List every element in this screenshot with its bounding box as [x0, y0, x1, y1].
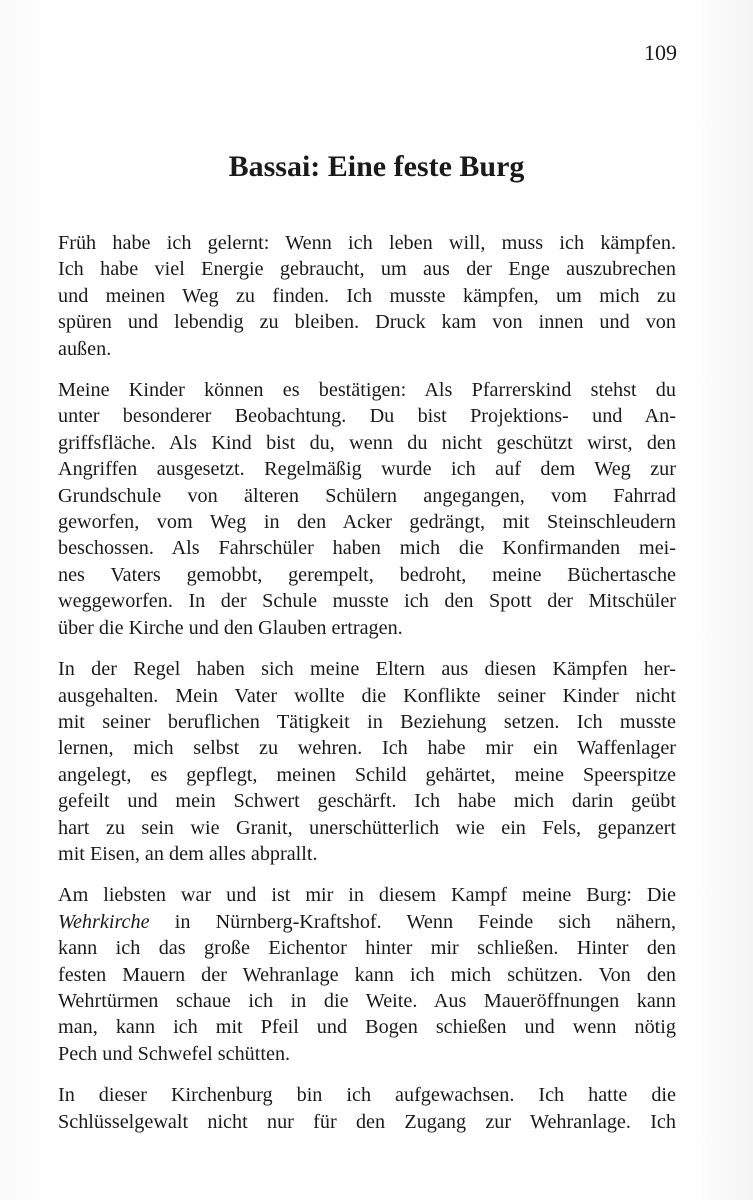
text-fragment: in Nürnberg-Kraftshof. Wenn Feinde sich nähern,: [149, 910, 676, 933]
text-line: griffsfläche. Als Kind bist du, wenn du nicht geschützt wirst, den: [58, 431, 676, 454]
text-line: über die Kirche und den Glauben ertragen.: [58, 616, 403, 639]
text-line: hart zu sein wie Granit, unerschütterlich wie ein Fels, gepanzert: [58, 816, 676, 839]
text-line: mit Eisen, an dem alles abprallt.: [58, 842, 318, 865]
text-line: Angriffen ausgesetzt. Regelmäßig wurde ich auf dem Weg zur: [58, 458, 676, 481]
text-line: kann ich das große Eichentor hinter mir schließen. Hinter den: [58, 937, 676, 960]
text-line: In der Regel haben sich meine Eltern aus diesen Kämpfen her-: [58, 658, 676, 681]
text-line: angelegt, es gepflegt, meinen Schild gehärtet, meine Speerspitze: [58, 763, 676, 786]
text-line: [58, 909, 676, 935]
text-line: Am liebsten war und ist mir in diesem Kampf meine Burg: Die: [58, 884, 676, 907]
text-line: Früh habe ich gelernt: Wenn ich leben will, muss ich kämpfen.: [58, 232, 676, 254]
text-line: und meinen Weg zu finden. Ich musste kämpfen, um mich zu: [58, 284, 676, 307]
text-line: geworfen, vom Weg in den Acker gedrängt, mit Steinschleudern: [58, 511, 676, 534]
body-text: [58, 230, 676, 1150]
text-line: weggeworfen. In der Schule musste ich den Spott der Mitschüler: [58, 590, 676, 613]
text-line: man, kann ich mit Pfeil und Bogen schießen und wenn nötig: [58, 1016, 676, 1039]
text-line: lernen, mich selbst zu wehren. Ich habe mir ein Waffenlager: [58, 737, 676, 760]
paragraph-4: [58, 882, 676, 1067]
text-line: außen.: [58, 337, 112, 360]
text-line: gefeilt und mein Schwert geschärft. Ich habe mich darin geübt: [58, 790, 676, 813]
text-line: Pech und Schwefel schütten.: [58, 1042, 291, 1065]
text-line: Wehrtürmen schaue ich in die Weite. Aus Maueröffnungen kann: [58, 989, 676, 1012]
text-line: nes Vaters gemobbt, gerempelt, bedroht, meine Büchertasche: [58, 563, 676, 586]
paragraph-5: [58, 1082, 676, 1135]
text-line: Grundschule von älteren Schülern angegangen, vom Fahrrad: [58, 484, 676, 507]
text-line: spüren und lebendig zu bleiben. Druck kam von innen und von: [58, 311, 676, 334]
paragraph-3: [58, 656, 676, 867]
text-line: In dieser Kirchenburg bin ich aufgewachsen. Ich hatte die: [58, 1084, 676, 1107]
paragraph-1: [58, 230, 676, 362]
chapter-title: Bassai: Eine feste Burg: [228, 150, 525, 183]
page-number: 109: [644, 40, 677, 65]
emphasis-wehrkirche: Wehrkirche: [58, 910, 150, 933]
text-line: Schlüsselgewalt nicht nur für den Zugang zur Wehranlage. Ich: [58, 1110, 676, 1133]
text-line: festen Mauern der Wehranlage kann ich mich schützen. Von den: [58, 963, 676, 986]
text-line: ausgehalten. Mein Vater wollte die Konflikte seiner Kinder nicht: [58, 684, 676, 707]
paragraph-2: [58, 377, 676, 641]
text-line: unter besonderer Beobachtung. Du bist Projektions- und An-: [58, 405, 676, 428]
text-line: Meine Kinder können es bestätigen: Als Pfarrerskind stehst du: [58, 379, 676, 402]
text-line: beschossen. Als Fahrschüler haben mich die Konfirmanden mei-: [58, 537, 676, 560]
text-line: mit seiner beruflichen Tätigkeit in Beziehung setzen. Ich musste: [58, 710, 676, 733]
text-line: Ich habe viel Energie gebraucht, um aus der Enge auszubrechen: [58, 258, 676, 281]
